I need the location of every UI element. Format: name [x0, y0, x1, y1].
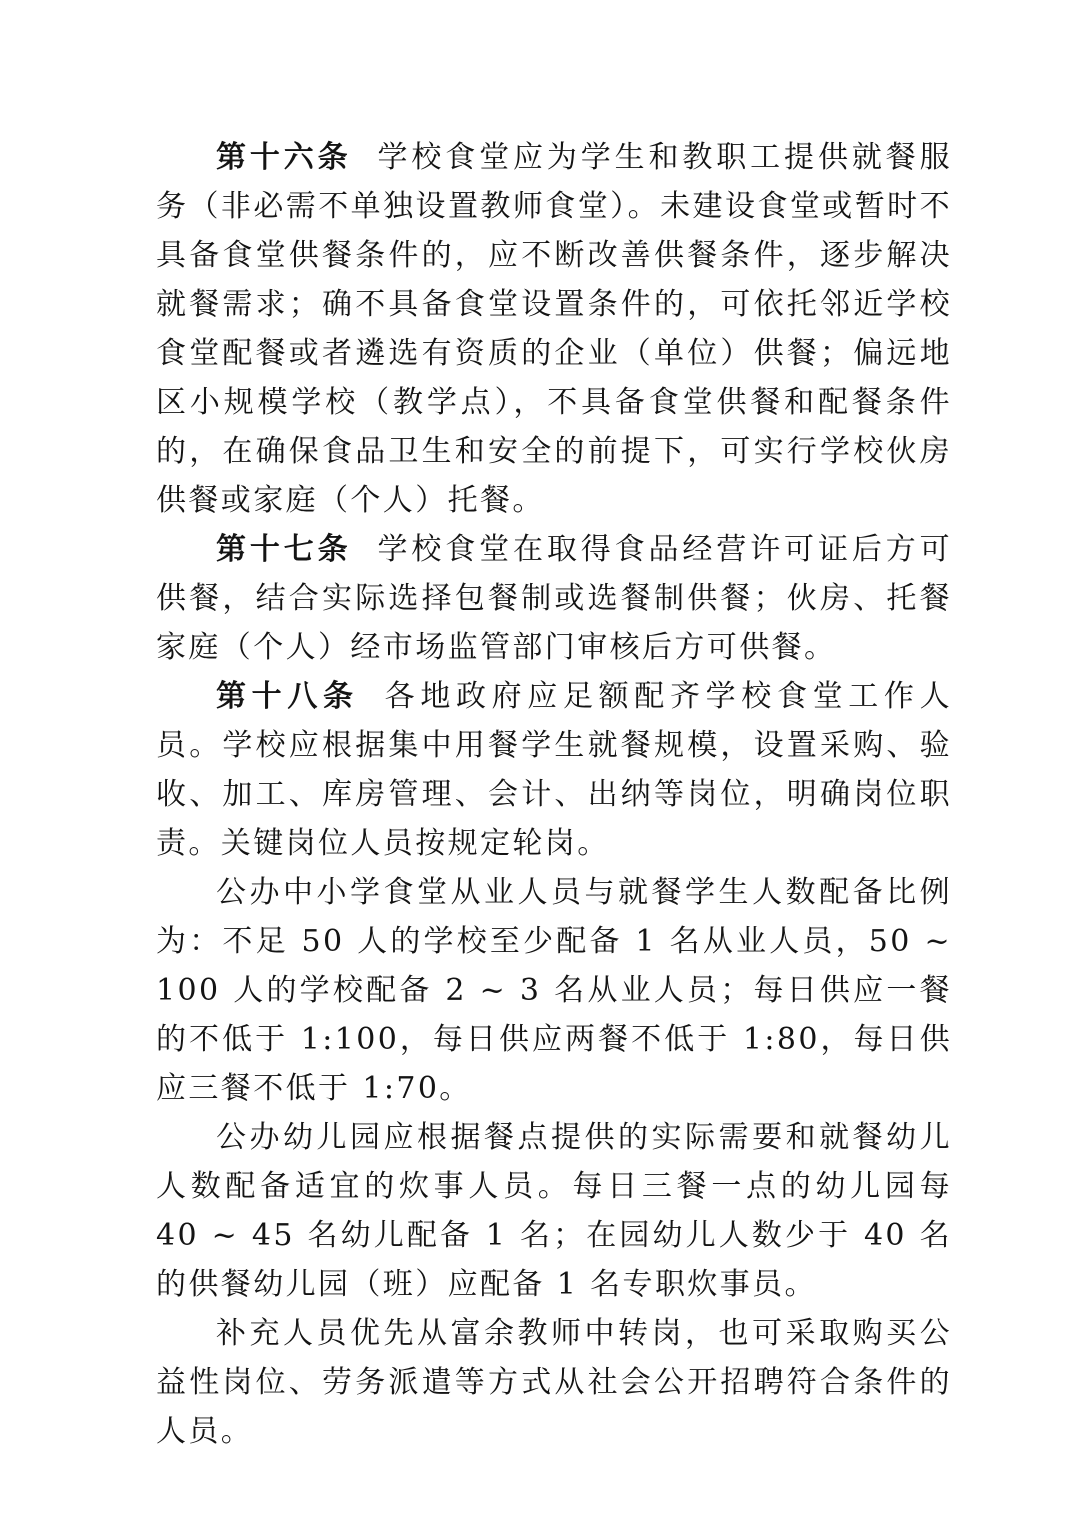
article-17-text: 学校食堂在取得食品经营许可证后方可供餐，结合实际选择包餐制或选餐制供餐；伙房、托餐家庭（个人）经市场监管部门审核后方可供餐。	[156, 532, 952, 665]
kindergarten-staff-paragraph: 公办幼儿园应根据餐点提供的实际需要和就餐幼儿人数配备适宜的炊事人员。每日三餐一点的幼儿园每 40 ~ 45 名幼儿配备 1 名；在园幼儿人数少于 40 名的供餐幼儿园（班）应配备 1 名专职炊事员。	[156, 1120, 952, 1302]
staff-supplement-paragraph: 补充人员优先从富余教师中转岗，也可采取购买公益性岗位、劳务派遣等方式从社会公开招聘符合条件的人员。	[156, 1316, 952, 1449]
article-16	[156, 133, 952, 525]
article-18-text: 各地政府应足额配齐学校食堂工作人员。学校应根据集中用餐学生就餐规模，设置采购、验收、加工、库房管理、会计、出纳等岗位，明确岗位职责。关键岗位人员按规定轮岗。	[156, 679, 952, 861]
article-17	[156, 525, 952, 672]
article-18	[156, 672, 952, 868]
staffing-ratio-paragraph: 公办中小学食堂从业人员与就餐学生人数配备比例为：不足 50 人的学校至少配备 1 名从业人员，50 ~ 100 人的学校配备 2 ~ 3 名从业人员；每日供应一餐的不低于 1:100，每日供应两餐不低于 1:80，每日供应三餐不低于 1:70。	[156, 875, 952, 1106]
article-18-number: 第十八条	[216, 679, 359, 714]
article-16-number: 第十六条	[216, 140, 352, 175]
article-16-text: 学校食堂应为学生和教职工提供就餐服务（非必需不单独设置教师食堂）。未建设食堂或暂时不具备食堂供餐条件的，应不断改善供餐条件，逐步解决就餐需求；确不具备食堂设置条件的，可依托邻近学校食堂配餐或者遴选有资质的企业（单位）供餐；偏远地区小规模学校（教学点），不具备食堂供餐和配餐条件的，在确保食品卫生和安全的前提下，可实行学校伙房供餐或家庭（个人）托餐。	[156, 140, 952, 518]
document-body	[156, 133, 952, 1456]
article-17-number: 第十七条	[216, 532, 352, 567]
